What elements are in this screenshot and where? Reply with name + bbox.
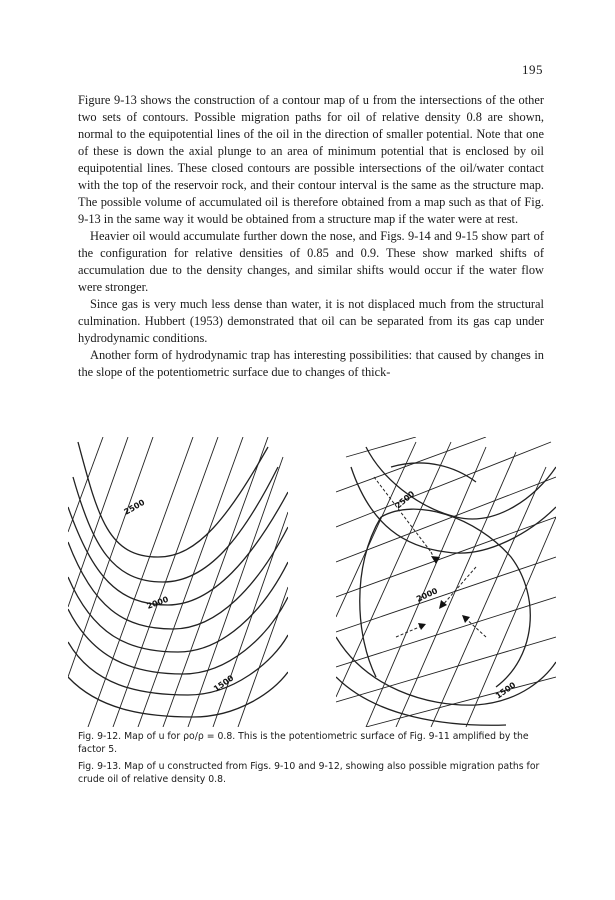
contour-label: 2500 xyxy=(122,497,147,517)
u-contour xyxy=(351,467,556,553)
u-contour xyxy=(78,442,268,557)
contour-label: 2500 xyxy=(393,489,417,511)
figure-captions xyxy=(78,731,546,791)
u-contour xyxy=(391,463,476,482)
paragraph: Heavier oil would accumulate further down the nose, and Figs. 9-14 and 9-15 show part of the configuration for relative densities of 0.85 and 0.9. These show marked shifts of accumulation due to the density changes, and similar shifts would occur if the water flow were stronger. xyxy=(78,229,544,294)
u-contour xyxy=(68,594,288,674)
contour-map-9-13 xyxy=(336,437,556,727)
contour-label: 1500 xyxy=(493,680,518,701)
figure-9-12-map xyxy=(68,437,288,727)
structure-contour xyxy=(336,517,556,597)
oil-potential-line xyxy=(466,517,556,727)
page-number: 195 xyxy=(522,62,543,77)
diagonal-contour xyxy=(68,437,153,677)
paragraph: Since gas is very much less dense than water, it is not displaced much from the structural culmination. Hubbert (1953) demonstrated that oil can be separated from its gas cap under hydrodynamic conditions. xyxy=(78,297,544,345)
contour-label: 1500 xyxy=(211,673,236,694)
paragraph: Figure 9-13 shows the construction of a contour map of u from the intersections of the other two sets of contours. Possible migration paths for oil of relative density 0.8 are shown, normal to the equipotential lines of the oil in the direction of smaller potential. Note that one of these is down the axial plunge to an area of minimum potential that is enclosed by oil equipotential lines. These closed contours are possible intersections of the oil/water contact with the top of the reservoir rock, and their contour interval is the same as the structure map. The possible volume of accumulated oil is therefore obtained from a map such as that of Fig. 9-13 in the same way it would be obtained from a structure map if the water were at rest. xyxy=(78,93,544,226)
u-contour xyxy=(68,527,288,629)
contour-label: 2000 xyxy=(145,594,170,611)
figure-row xyxy=(64,437,554,727)
arrowhead xyxy=(418,623,426,630)
diagonal-contour xyxy=(68,437,128,607)
contour-label: 2000 xyxy=(415,586,440,604)
diagonal-contour xyxy=(188,457,283,727)
u-contour xyxy=(336,677,506,725)
caption-fig-9-13: Fig. 9-13. Map of u constructed from Figs. 9-10 and 9-12, showing also possible migration paths for crude oil of relative density 0.8. xyxy=(78,761,540,785)
diagonal-contour xyxy=(68,437,103,532)
structure-contour xyxy=(336,437,486,492)
figure-9-13-map xyxy=(336,437,556,727)
contour-map-9-12 xyxy=(68,437,288,727)
diagonal-contour xyxy=(238,587,288,727)
structure-contour xyxy=(346,437,416,457)
u-contour xyxy=(336,637,556,705)
migration-path xyxy=(441,567,476,607)
body-text xyxy=(78,92,544,381)
paragraph: Another form of hydrodynamic trap has interesting possibilities: that caused by changes in the slope of the potentiometric surface due to changes of thick- xyxy=(78,348,544,379)
structure-contour xyxy=(336,597,556,667)
caption-fig-9-12: Fig. 9-12. Map of u for ρo/ρ = 0.8. This is the potentiometric surface of Fig. 9-11 amplified by the factor 5. xyxy=(78,731,529,755)
oil-potential-line xyxy=(336,442,416,617)
diagonal-contour xyxy=(88,437,193,727)
